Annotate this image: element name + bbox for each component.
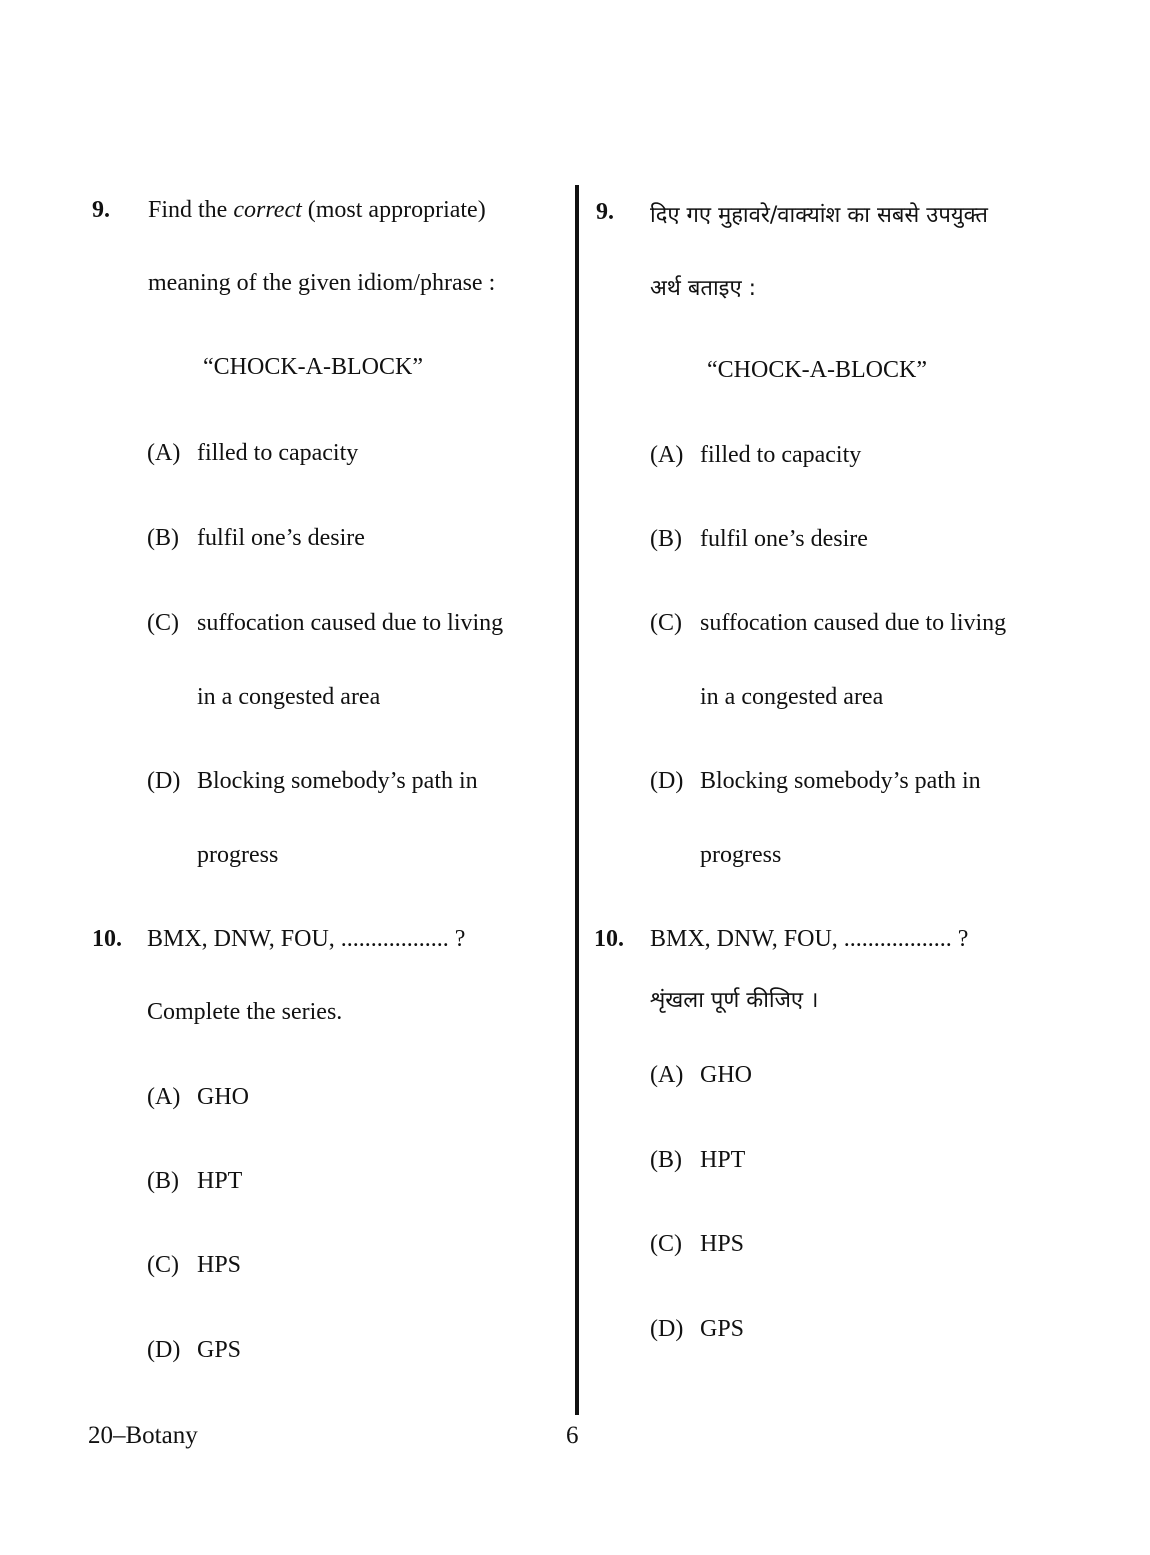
right-q9-option-d: (D) Blocking somebody’s path in — [650, 768, 981, 794]
page-number: 6 — [566, 1422, 579, 1449]
subject-code: 20–Botany — [88, 1422, 198, 1449]
right-q9-option-d-cont: progress — [700, 842, 782, 868]
left-q10-instruction: Complete the series. — [147, 999, 343, 1025]
column-divider — [575, 185, 579, 1415]
right-q9-stem-line1: दिए गए मुहावरे/वाक्यांश का सबसे उपयुक्त — [650, 203, 988, 228]
right-q9-stem-line2: अर्थ बताइए : — [650, 276, 757, 301]
left-q9-option-d-cont: progress — [197, 842, 279, 868]
left-q9-option-b: (B) fulfil one’s desire — [147, 525, 365, 551]
left-q9-option-c: (C) suffocation caused due to living — [147, 610, 504, 636]
right-q10-option-a: (A) GHO — [650, 1062, 752, 1088]
right-q9-phrase: “CHOCK-A-BLOCK” — [707, 357, 927, 383]
left-q10-series: BMX, DNW, FOU, .................. ? — [147, 926, 466, 952]
right-q10-option-b: (B) HPT — [650, 1147, 746, 1173]
left-q10-number: 10. — [92, 926, 122, 952]
right-q10-number: 10. — [594, 926, 624, 952]
left-q9-stem-line2: meaning of the given idiom/phrase : — [148, 270, 496, 296]
left-q10-option-c: (C) HPS — [147, 1252, 242, 1278]
right-q10-series: BMX, DNW, FOU, .................. ? — [650, 926, 969, 952]
left-q10-option-b: (B) HPT — [147, 1168, 243, 1194]
right-q10-option-d: (D) GPS — [650, 1316, 745, 1342]
right-q10-instruction: शृंखला पूर्ण कीजिए । — [650, 988, 819, 1013]
left-q10-option-d: (D) GPS — [147, 1337, 242, 1363]
left-q9-phrase: “CHOCK-A-BLOCK” — [203, 354, 423, 380]
left-q10-option-a: (A) GHO — [147, 1084, 249, 1110]
left-q9-stem-line1: Find the correct (most appropriate) — [148, 197, 486, 223]
right-q9-option-b: (B) fulfil one’s desire — [650, 526, 868, 552]
left-q9-option-c-cont: in a congested area — [197, 684, 381, 710]
right-q9-option-a: (A) filled to capacity — [650, 442, 862, 468]
right-q9-option-c: (C) suffocation caused due to living — [650, 610, 1007, 636]
left-q9-number: 9. — [92, 197, 110, 223]
left-q9-option-d: (D) Blocking somebody’s path in — [147, 768, 478, 794]
right-q9-option-c-cont: in a congested area — [700, 684, 884, 710]
right-q10-option-c: (C) HPS — [650, 1231, 745, 1257]
right-q9-number: 9. — [596, 199, 614, 225]
left-q9-option-a: (A) filled to capacity — [147, 440, 359, 466]
